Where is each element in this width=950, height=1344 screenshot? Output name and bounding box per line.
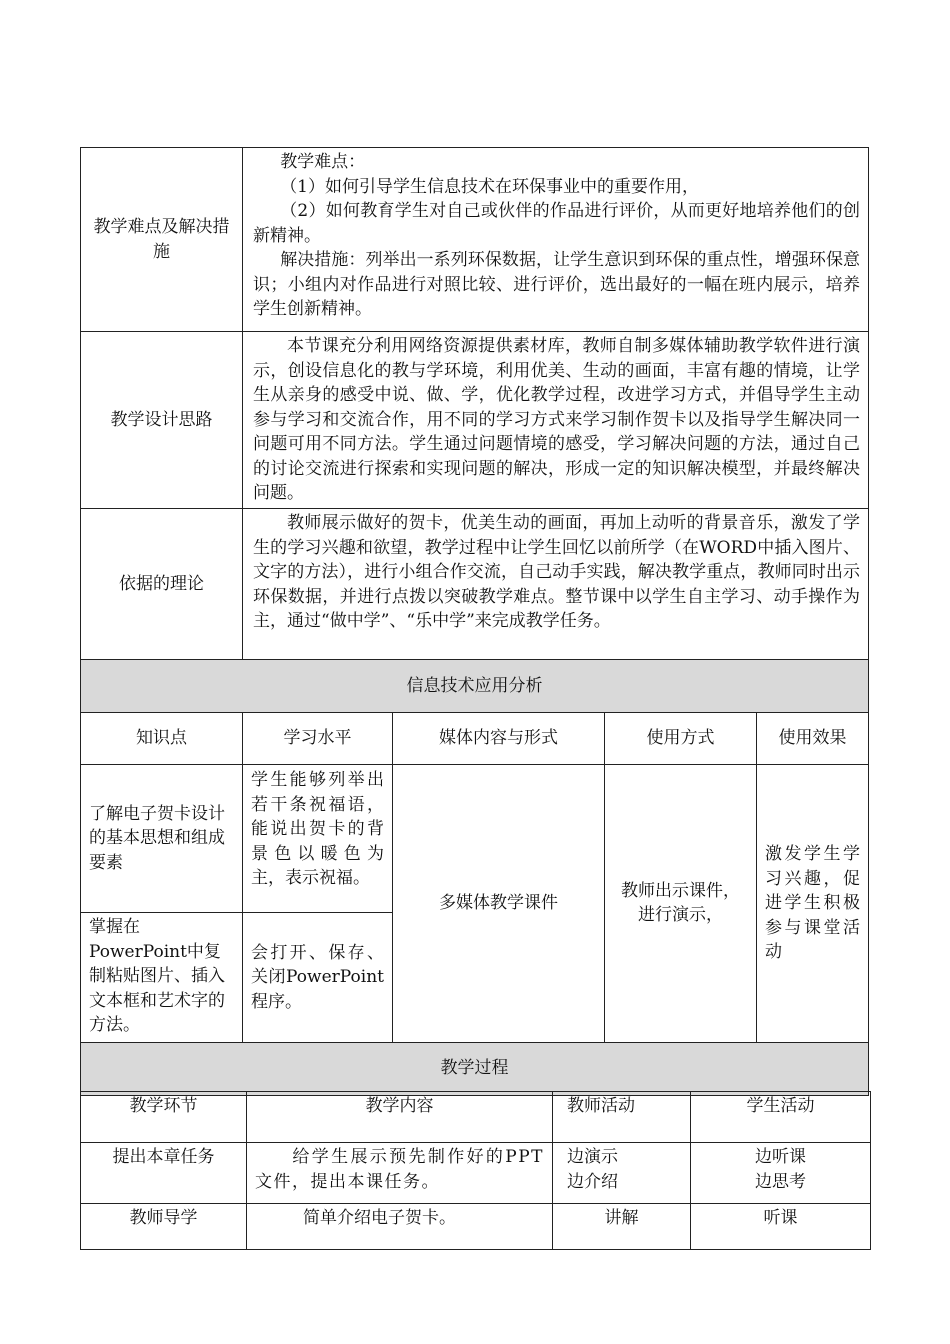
proc-header-content: 教学内容 xyxy=(247,1092,553,1143)
difficulty-heading: 教学难点： xyxy=(280,152,366,172)
difficulty-item-2: （2）如何教育学生对自己或伙伴的作品进行评价，从而更好地培养他们的创新精神。 xyxy=(253,201,860,246)
level-2: 会打开、保存、关闭PowerPoint程序。 xyxy=(243,913,393,1043)
proc-student-1 xyxy=(691,1143,871,1204)
proc-header-teacher: 教师活动 xyxy=(553,1092,691,1143)
difficulty-item-1: （1）如何引导学生信息技术在环保事业中的重要作用， xyxy=(280,176,700,197)
process-row-1 xyxy=(81,1143,871,1204)
proc-content-2: 简单介绍电子贺卡。 xyxy=(247,1204,553,1250)
process-header-row xyxy=(81,1092,871,1143)
process-section-title: 教学过程 xyxy=(81,1042,869,1095)
proc-teacher-1 xyxy=(553,1143,691,1204)
proc-student-1-line2: 边思考 xyxy=(755,1171,806,1192)
design-label: 教学设计思路 xyxy=(81,332,243,509)
proc-stage-2: 教师导学 xyxy=(81,1204,247,1250)
proc-content-1 xyxy=(247,1143,553,1204)
theory-content xyxy=(243,509,869,660)
difficulty-solution: 解决措施：列举出一系列环保数据，让学生意识到环保的重点性，增强环保意识；小组内对作品进行对照比较、进行评价，选出最好的一幅在班内展示，培养学生创新精神。 xyxy=(253,250,860,319)
it-section-row xyxy=(81,660,869,713)
usage-line-2: 进行演示， xyxy=(638,905,723,926)
proc-student-2: 听课 xyxy=(691,1204,871,1250)
proc-header-student: 学生活动 xyxy=(691,1092,871,1143)
difficulty-row xyxy=(81,148,869,332)
design-text: 本节课充分利用网络资源提供素材库，教师自制多媒体辅助教学软件进行演示，创设信息化的教与学环境，利用优美、生动的画面，丰富有趣的情境，让学生从亲身的感受中说、做、学，优化教学过程，改进学习方式，并倡导学生主动参与学习和交流合作，用不同的学习方式来学习制作贺卡以及指导学生解决同一问题可用不同方法。学生通过问题情境的感受，学习解决问题的方法，通过自己的讨论交流进行探索和实现问题的解决，形成一定的知识解决模型，并最终解决问题。 xyxy=(253,336,860,503)
usage-line-1: 教师出示课件， xyxy=(621,880,740,901)
header-media: 媒体内容与形式 xyxy=(393,713,605,765)
process-section-row xyxy=(81,1042,869,1095)
it-section-title: 信息技术应用分析 xyxy=(81,660,869,713)
process-row-2 xyxy=(81,1204,871,1250)
level-1: 学生能够列举出若干条祝福语，能说出贺卡的背景色以暖色为主，表示祝福。 xyxy=(243,765,393,913)
theory-text: 教师展示做好的贺卡，优美生动的画面，再加上动听的背景音乐，激发了学生的学习兴趣和欲望，教学过程中让学生回忆以前所学（在WORD中插入图片、文字的方法），进行小组合作交流，自己动手实践，解决教学重点，教师同时出示环保数据，并进行点拨以突破教学难点。整节课中以学生自主学习、动手操作为主，通过“做中学”、“乐中学”来完成教学任务。 xyxy=(253,513,860,631)
header-level: 学习水平 xyxy=(243,713,393,765)
design-content xyxy=(243,332,869,509)
media-cell: 多媒体教学课件 xyxy=(393,765,605,1043)
design-row xyxy=(81,332,869,509)
proc-stage-1: 提出本章任务 xyxy=(81,1143,247,1204)
header-usage: 使用方式 xyxy=(605,713,757,765)
proc-teacher-1-line1: 边演示 xyxy=(567,1147,618,1167)
theory-row xyxy=(81,509,869,660)
header-knowledge: 知识点 xyxy=(81,713,243,765)
knowledge-2: 掌握在PowerPoint中复制粘贴图片、插入文本框和艺术字的方法。 xyxy=(81,913,243,1043)
knowledge-1: 了解电子贺卡设计的基本思想和组成要素 xyxy=(81,765,243,913)
effect-cell: 激发学生学习兴趣，促进学生积极参与课堂活动 xyxy=(757,765,869,1043)
theory-label: 依据的理论 xyxy=(81,509,243,660)
process-table xyxy=(80,1091,871,1250)
header-effect: 使用效果 xyxy=(757,713,869,765)
proc-content-1-text: 给学生展示预先制作好的PPT文件，提出本课任务。 xyxy=(255,1147,544,1192)
it-header-row xyxy=(81,713,869,765)
difficulty-label: 教学难点及解决措施 xyxy=(81,148,243,332)
proc-teacher-1-line2: 边介绍 xyxy=(567,1171,618,1192)
usage-cell xyxy=(605,765,757,1043)
lesson-plan-table xyxy=(80,147,869,1096)
proc-student-1-line1: 边听课 xyxy=(755,1147,806,1167)
proc-teacher-2: 讲解 xyxy=(553,1204,691,1250)
difficulty-content xyxy=(243,148,869,332)
it-row-1 xyxy=(81,765,869,913)
proc-header-stage: 教学环节 xyxy=(81,1092,247,1143)
